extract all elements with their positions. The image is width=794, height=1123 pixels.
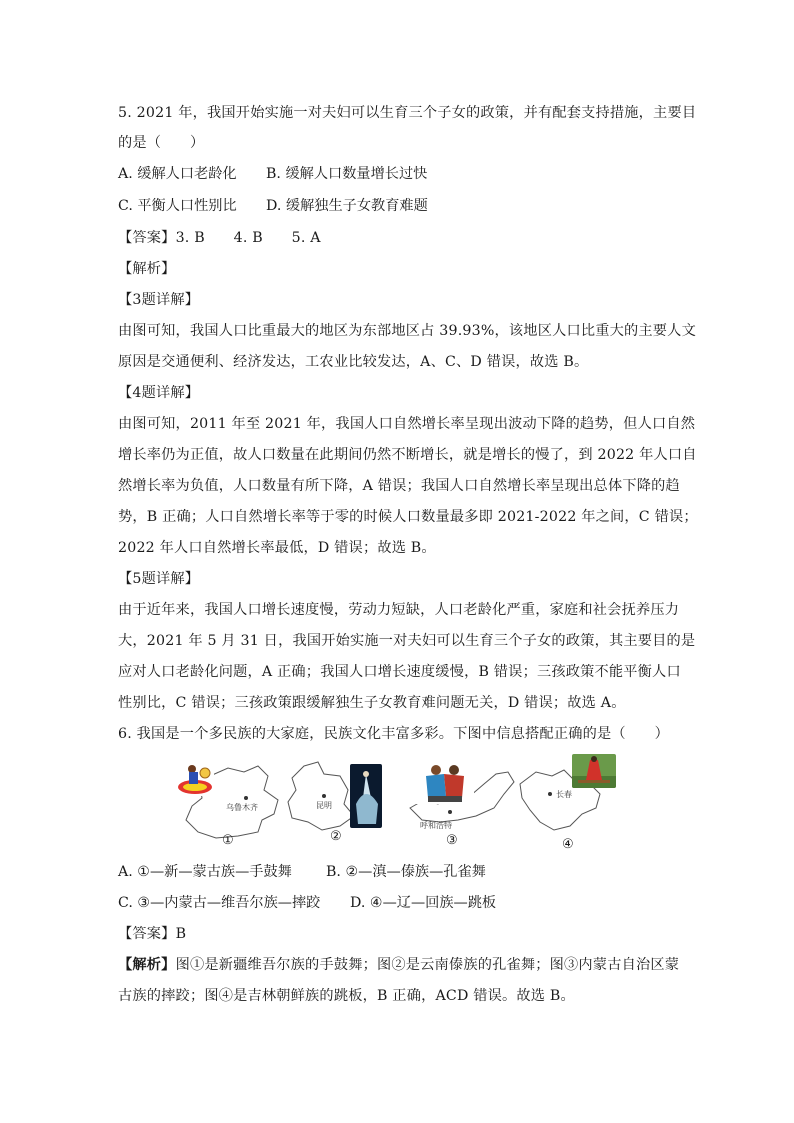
q4-line1: 由图可知，2011 年至 2021 年，我国人口自然增长率呈现出波动下降的趋势，但人口自然 (118, 416, 696, 432)
yunnan-outline (288, 762, 354, 830)
answer-row (118, 228, 321, 248)
q6-option-d: D. ④—辽—回族—跳板 (350, 895, 497, 911)
q6-analysis-line2: 古族的摔跤；图④是吉林朝鲜族的跳板，B 正确，ACD 错误。故选 B。 (118, 988, 575, 1004)
city-kunming: 昆明 (316, 801, 332, 810)
answer-label: 【答案】 (118, 230, 176, 246)
q5-stem-line2: 的是（ ） (118, 135, 205, 151)
q4-heading: 【4题详解】 (118, 385, 200, 401)
q4-line5: 2022 年人口自然增长率最低，D 错误；故选 B。 (118, 540, 436, 556)
q5-line2: 大，2021 年 5 月 31 日，我国开始实施一对夫妇可以生育三个子女的政策，其主要目的是 (118, 633, 696, 649)
analysis-label: 【解析】 (118, 261, 176, 277)
map-number-4: ④ (562, 837, 574, 852)
city-dot (322, 794, 326, 798)
q3-line2: 原因是交通便利、经济发达，工农业比较发达，A、C、D 错误，故选 B。 (118, 354, 589, 370)
q6-analysis-label: 【解析】 (118, 957, 176, 973)
q6-analysis-line1 (118, 955, 679, 975)
q6-answer-text: B (175, 926, 187, 942)
map-number-3: ③ (446, 833, 458, 848)
q5-option-d: D. 缓解独生子女教育难题 (266, 198, 428, 214)
map-number-2: ② (330, 829, 342, 844)
q5-option-c: C. 平衡人口性别比 (118, 198, 237, 214)
q6-option-a: A. ①—新—蒙古族—手鼓舞 (118, 864, 292, 880)
q5-option-a: A. 缓解人口老龄化 (118, 166, 237, 182)
city-urumqi: 乌鲁木齐 (226, 803, 258, 812)
city-dot (448, 810, 452, 814)
q5-heading: 【5题详解】 (118, 571, 200, 587)
peacock-dance-image (350, 764, 382, 828)
q6-option-b: B. ②—滇—傣族—孔雀舞 (326, 864, 486, 880)
q6-option-c: C. ③—内蒙古—维吾尔族—摔跤 (118, 895, 321, 911)
q5-line3: 应对人口老龄化问题，A 正确；我国人口增长速度缓慢，B 错误；三孩政策不能平衡人口 (118, 664, 681, 680)
map-number-1: ① (222, 833, 234, 848)
q6-answer-label: 【答案】 (118, 926, 176, 942)
q6-stem: 6. 我国是一个多民族的大家庭，民族文化丰富多彩。下图中信息搭配正确的是（ ） (118, 726, 669, 742)
q4-line3: 然增长率为负值，人口数量有所下降，A 错误；我国人口自然增长率呈现出总体下降的趋 (118, 478, 680, 494)
drum-dance-image (176, 760, 214, 796)
q5-option-b: B. 缓解人口数量增长过快 (266, 166, 428, 182)
q4-line2: 增长率仍为正值，故人口数量在此期间仍然不断增长，就是增长的慢了，到 2022 年人口自 (118, 447, 697, 463)
q5-line1: 由于近年来，我国人口增长速度慢，劳动力短缺，人口老龄化严重，家庭和社会抚养压力 (118, 602, 680, 618)
seesaw-jumping-image (572, 754, 616, 788)
q5-stem-line1: 5. 2021 年，我国开始实施一对夫妇可以生育三个子女的政策，并有配套支持措施，主要目 (118, 105, 697, 121)
q6-analysis-text1: 图①是新疆维吾尔族的手鼓舞；图②是云南傣族的孔雀舞；图③内蒙古自治区蒙 (175, 957, 680, 973)
q5-line4: 性别比，C 错误；三孩政策跟缓解独生子女教育难问题无关，D 错误；故选 A。 (118, 695, 626, 711)
city-dot (244, 796, 248, 800)
city-hohhot: 呼和浩特 (420, 821, 452, 830)
q3-heading: 【3题详解】 (118, 292, 200, 308)
q6-answer-row (118, 924, 186, 944)
city-dot (548, 792, 552, 796)
q3-line1: 由图可知，我国人口比重最大的地区为东部地区占 39.93%，该地区人口比重大的主要人文 (118, 323, 696, 339)
city-changchun: 长春 (556, 790, 572, 799)
q4-line4: 势，B 正确；人口自然增长率等于零的时候人口数量最多即 2021-2022 年之间，C 错误； (118, 509, 698, 525)
answer-text: 3. B 4. B 5. A (175, 230, 321, 246)
wrestling-image (414, 760, 474, 804)
